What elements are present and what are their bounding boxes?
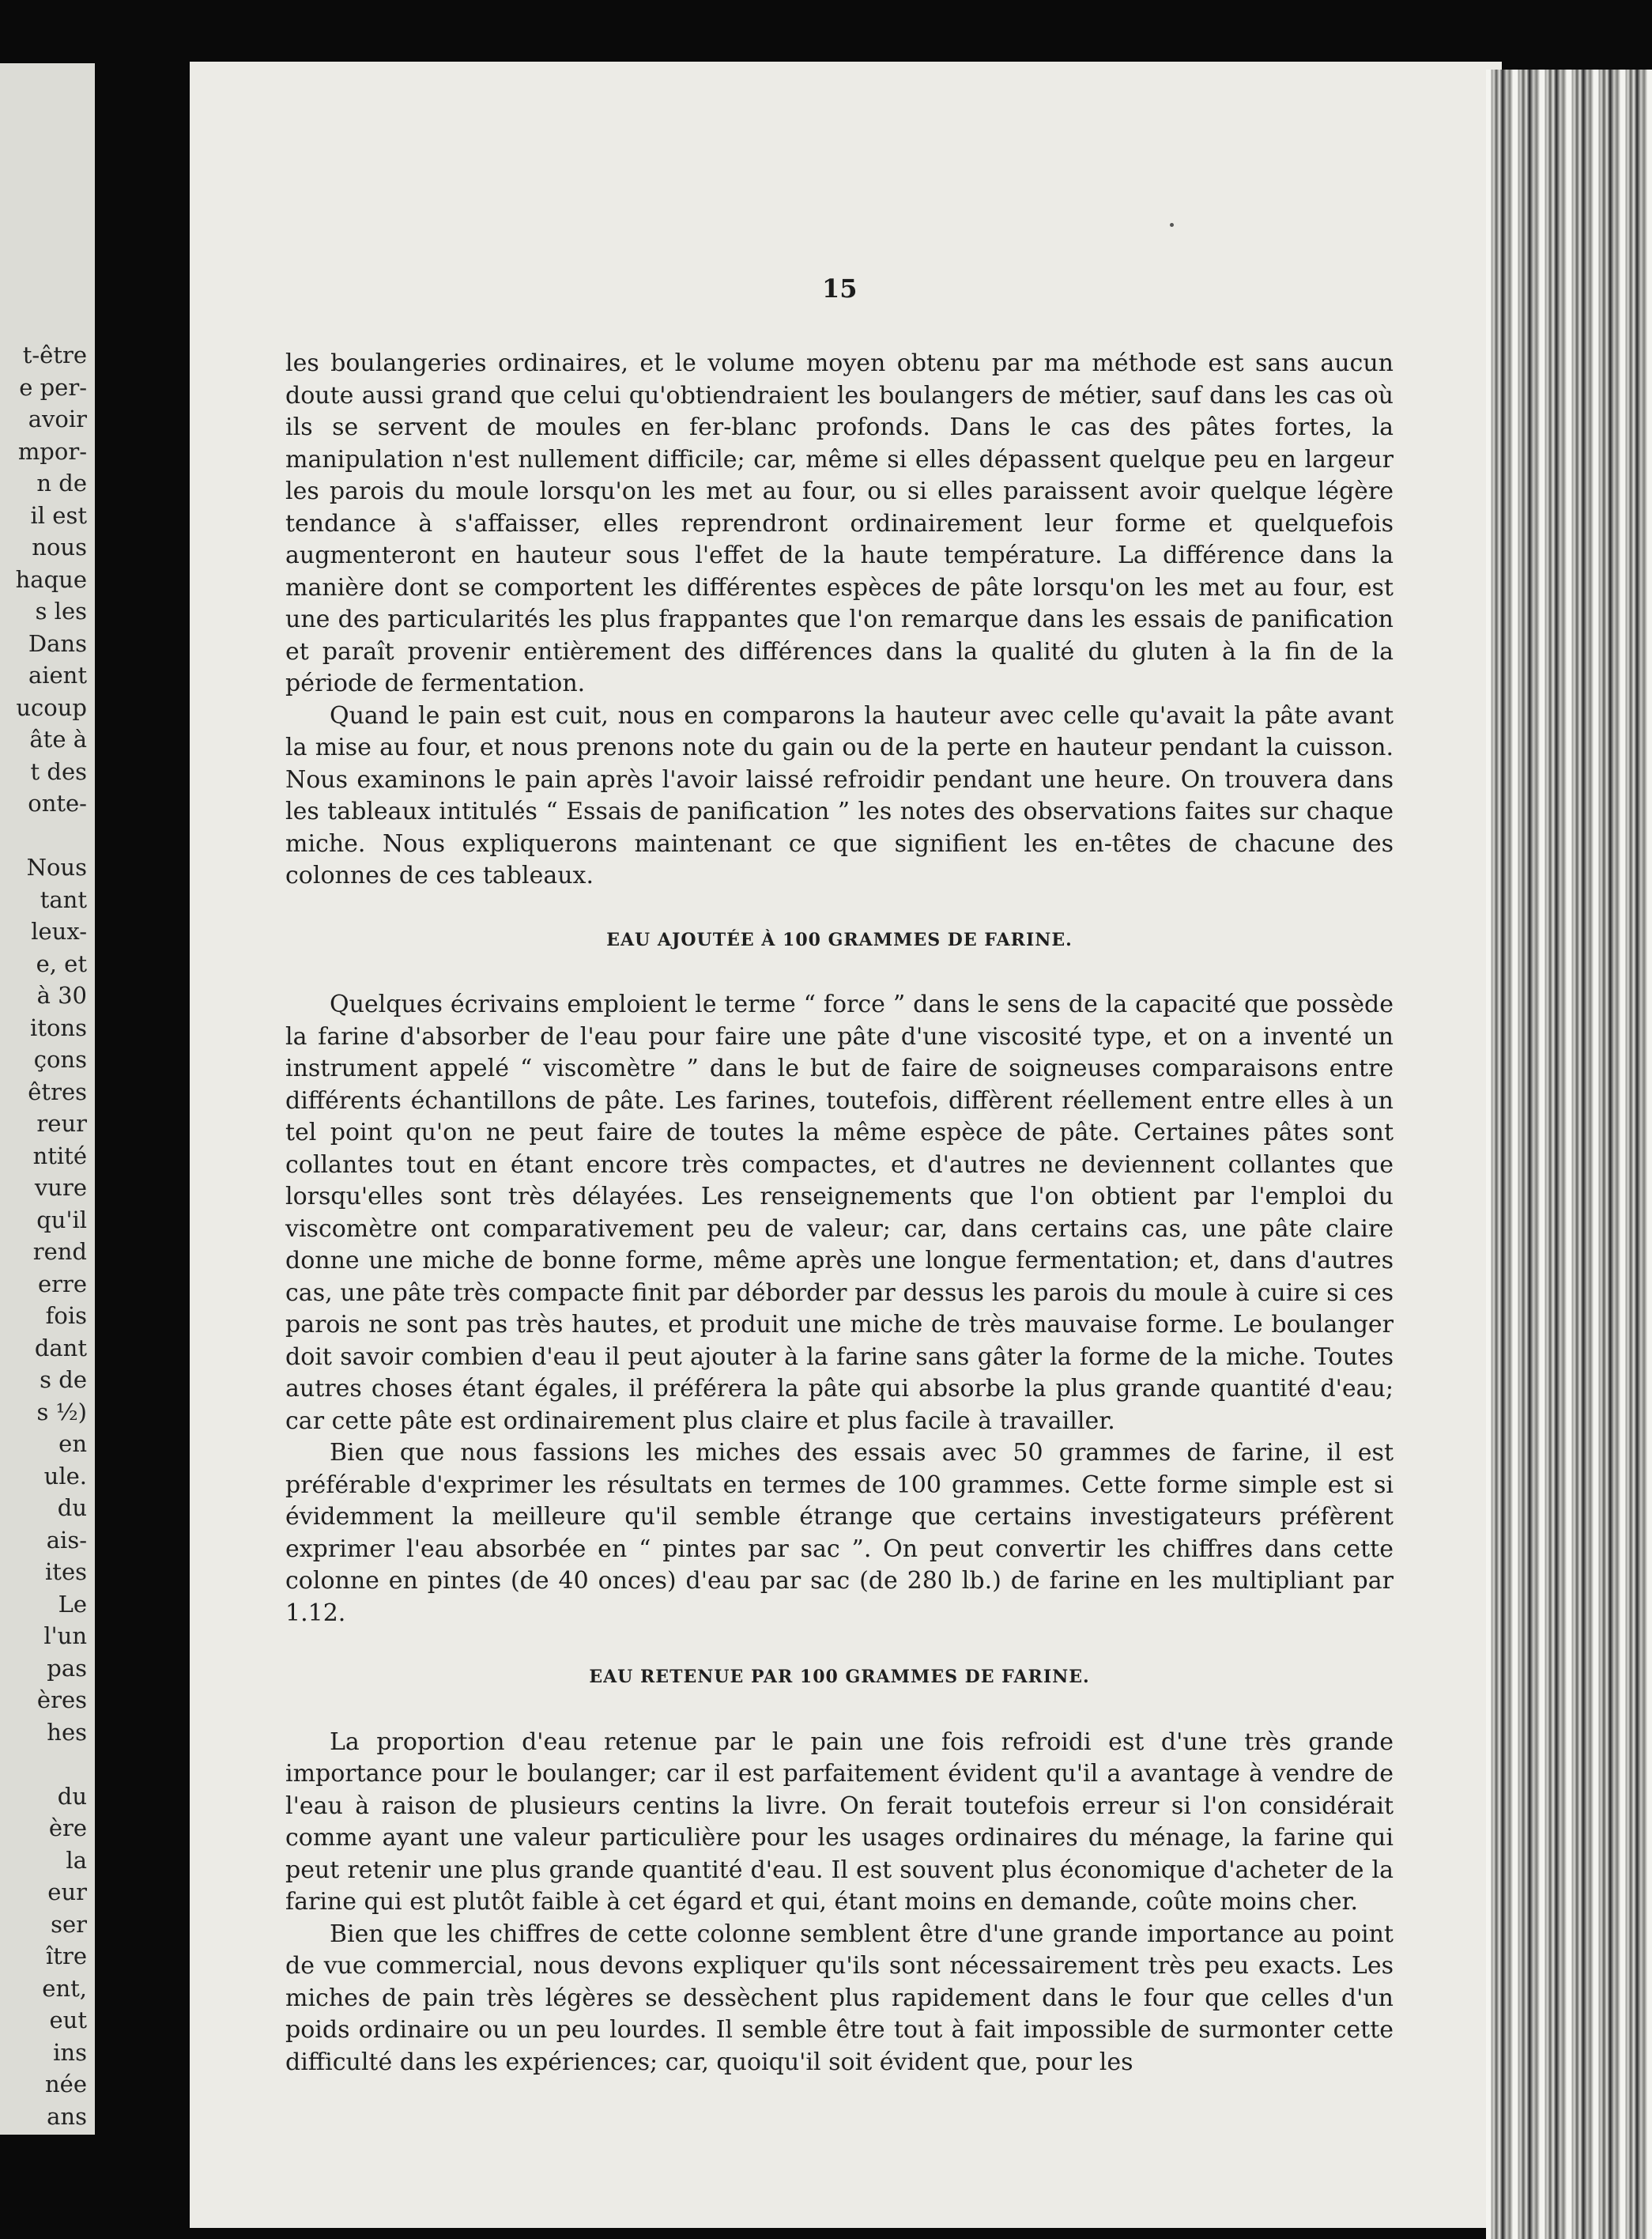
left-page-fragment: e, et — [36, 950, 87, 977]
previous-page-edge — [0, 63, 95, 2135]
paragraph: Bien que les chiffres de cette colonne semblent être d'une grande importance au point de vue commercial, nous devons expliquer qu'ils sont nécessairement très peu exacts. Les miches de pain très légères se dessèchent plus rapidement dans le four que celles d'un poids ordinaire ou un peu lourdes. Il semble être tout à fait impossible de surmonter cette difficulté dans les expériences; car, quoiqu'il soit évident que, pour les — [285, 1920, 1394, 2076]
left-page-fragment: ent, — [42, 1974, 87, 2002]
left-page-fragment: t-être — [22, 342, 87, 368]
left-page-fragment: reur — [36, 1110, 87, 1137]
left-page-fragment: n de — [36, 470, 87, 497]
left-page-fragment: itons — [30, 1014, 87, 1041]
ink-speck — [1170, 223, 1174, 227]
left-page-fragment: du — [57, 1494, 87, 1521]
left-page-fragment: avoir — [28, 406, 87, 432]
left-page-fragment: l'un — [43, 1622, 87, 1649]
paragraph: Quand le pain est cuit, nous en comparons la hauteur avec celle qu'avait la pâte avant la mise au four, et nous prenons note du gain ou de la perte en hauteur pendant la cuisson. Nous examinons le pain après l'avoir laissé refroidir pendant une heure. On trouvera dans les tableaux intitulés “ Essais de panification ” les notes des observations faites sur chaque miche. Nous expliquerons maintenant ce que signifient les en-têtes de chacune des colonnes de ces tableaux. — [285, 701, 1394, 889]
left-page-fragment: ites — [45, 1558, 87, 1585]
left-page-fragment: s de — [40, 1366, 87, 1393]
left-page-fragment: aient — [28, 662, 87, 689]
left-page-fragment: ais- — [46, 1526, 87, 1554]
paragraph: La proportion d'eau retenue par le pain une fois refroidi est d'une très grande importance pour le boulanger; car il est parfaitement évident qu'il a avantage à vendre de l'eau à raison de plusieurs centins la livre. On ferait toutefois erreur si l'on considérait comme ayant une valeur particulière pour les usages ordinaires du ménage, la farine qui peut retenir une plus grande quantité d'eau. Il est souvent plus économique d'acheter de la farine qui est plutôt faible à cet égard et qui, étant moins en demande, coûte moins cher. — [285, 1727, 1394, 1916]
paragraph: Bien que nous fassions les miches des essais avec 50 grammes de farine, il est préférable d'exprimer les résultats en termes de 100 grammes. Cette forme simple est si évidemment la meilleure qu'il semble étrange que certains investigateurs préfèrent exprimer l'eau absorbée en “ pintes par sac ”. On peut convertir les chiffres dans cette colonne en pintes (de 40 onces) d'eau par sac (de 280 lb.) de farine en les multipliant par 1.12. — [285, 1439, 1394, 1627]
left-page-fragment: hes — [47, 1718, 87, 1746]
left-page-fragment: onte- — [28, 790, 87, 817]
left-page-fragment: çons — [33, 1046, 87, 1073]
left-page-fragment: il est — [30, 501, 87, 529]
left-page-fragment: erre — [37, 1270, 87, 1297]
left-page-fragment: mpor- — [17, 437, 87, 465]
left-page-fragment: ser — [51, 1910, 87, 1938]
left-page-fragment: en — [58, 1430, 87, 1457]
left-page-fragment: leux- — [31, 918, 87, 945]
left-page-fragment: s les — [35, 598, 87, 625]
left-page-fragment: eut — [49, 2007, 87, 2033]
left-page-fragment: ître — [46, 1943, 87, 1969]
left-page-fragment: dant — [34, 1334, 87, 1361]
left-page-fragment: êtres — [28, 1078, 87, 1105]
left-page-fragment: ères — [36, 1686, 87, 1713]
left-page-fragment: âte à — [29, 726, 87, 753]
left-page-fragment: nous — [32, 534, 87, 561]
paragraph: les boulangeries ordinaires, et le volume moyen obtenu par ma méthode est sans aucun doute aussi grand que celui qu'obtiendraient les boulangers de métier, sauf dans les cas où ils se servent de moules en fer-blanc profonds. Dans le cas des pâtes fortes, la manipulation n'est nullement difficile; car, même si elles dépassent quelque peu en largeur les parois du moule lorsqu'on les met au four, ou si elles paraissent avoir quelque légère tendance à s'affaisser, elles reprendront ordinairement leur forme et quelquefois augmenteront en hauteur sous l'effet de la haute température. La différence dans la manière dont se comportent les différentes espèces de pâte lorsqu'on les met au four, est une des particularités les plus frappantes que l'on remarque dans les essais de panification et paraît provenir entièrement des différences dans la qualité du gluten à la fin de la période de fermentation. — [285, 349, 1394, 697]
left-page-fragment: pas — [47, 1654, 87, 1682]
left-page-fragment: ntité — [32, 1142, 87, 1169]
left-page-fragment: t des — [30, 757, 87, 785]
left-page-fragment: Dans — [28, 629, 87, 657]
left-page-fragment: ucoup — [16, 693, 87, 721]
left-page-fragment: e per- — [19, 373, 87, 401]
paragraph: Quelques écrivains emploient le terme “ force ” dans le sens de la capacité que possède la farine d'absorber de l'eau pour faire une pâte d'une viscosité type, et on a inventé un instrument appelé “ viscomètre ” dans le but de faire de soigneuses comparaisons entre différents échantillons de pâte. Les farines, toutefois, diffèrent réellement entre elles à un tel point qu'on ne peut faire de toutes la même espèce de pâte. Certaines pâtes sont collantes tout en étant encore très compactes, et d'autres ne deviennent collantes que lorsqu'elles sont très délayées. Les renseignements que l'on obtient par l'emploi du viscomètre ont comparativement peu de valeur; car, dans certains cas, une pâte claire donne une miche de bonne forme, même après une longue fermentation; et, dans d'autres cas, une pâte très compacte finit par déborder par dessus les parois du moule à cuire si ces parois ne sont pas très hautes, et produit une miche de très mauvaise forme. Le boulanger doit savoir combien d'eau il peut ajouter à la farine sans gâter la forme de la miche. Toutes autres choses étant égales, il préférera la pâte qui absorbe la plus grande quantité d'eau; car cette pâte est ordinairement plus claire et plus facile à travailler. — [285, 991, 1394, 1435]
page-number: 15 — [822, 274, 858, 304]
left-page-fragment: fois — [45, 1302, 87, 1329]
page-body — [285, 348, 1394, 2079]
left-page-fragment: née — [44, 2071, 87, 2097]
left-page-fragment: rend — [32, 1238, 87, 1265]
left-page-fragment: ère — [48, 1814, 87, 1841]
left-page-fragment: Le — [58, 1590, 87, 1618]
left-page-fragment: haque — [15, 565, 87, 593]
left-page-fragment: qu'il — [36, 1206, 87, 1233]
left-page-fragment: ins — [53, 2038, 87, 2066]
left-page-fragment: s ½) — [36, 1398, 87, 1425]
left-page-fragment: ans — [47, 2102, 87, 2130]
left-page-fragment: la — [66, 1846, 87, 1874]
left-page-fragment: Nous — [26, 854, 87, 881]
page-stack-edge — [1486, 70, 1652, 2239]
left-page-fragment: vure — [34, 1174, 87, 1201]
left-page-fragment: ule. — [43, 1462, 87, 1490]
left-page-fragment: eur — [47, 1878, 87, 1905]
section-heading: EAU RETENUE PAR 100 GRAMMES DE FARINE. — [589, 1667, 1090, 1687]
left-page-fragment: du — [57, 1782, 87, 1810]
left-page-fragment: à 30 — [36, 982, 87, 1009]
section-heading: EAU AJOUTÉE À 100 GRAMMES DE FARINE. — [606, 929, 1073, 950]
left-page-fragment: tant — [40, 885, 87, 913]
